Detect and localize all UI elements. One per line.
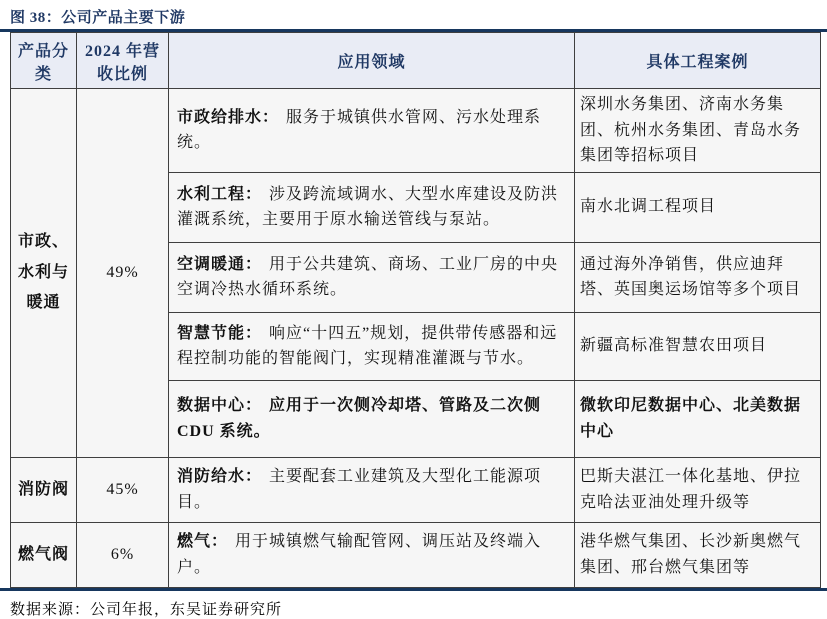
application-cell	[169, 89, 575, 173]
application-cell	[169, 522, 575, 587]
col-header-revenue-share: 2024 年营收比例	[77, 33, 169, 89]
figure-title: 图 38：公司产品主要下游	[10, 10, 186, 26]
application-label: 燃气：	[177, 533, 229, 551]
project-cases-cell: 巴斯夫湛江一体化基地、伊拉克哈法亚油处理升级等	[575, 457, 821, 522]
application-label: 市政给排水：	[177, 108, 280, 126]
revenue-cell-gas-valve: 6%	[77, 522, 169, 587]
col-header-project-cases: 具体工程案例	[575, 33, 821, 89]
table-row	[11, 457, 821, 522]
col-header-product-category: 产品分类	[11, 33, 77, 89]
application-description: 用于城镇燃气输配管网、调压站及终端入户。	[177, 533, 542, 576]
downstream-table	[10, 32, 821, 588]
category-cell-municipal: 市政、水利与暖通	[11, 89, 77, 458]
project-cases-cell: 深圳水务集团、济南水务集团、杭州水务集团、青岛水务集团等招标项目	[575, 89, 821, 173]
application-label: 消防给水：	[177, 468, 263, 486]
application-cell	[169, 242, 575, 312]
project-cases-cell: 新疆高标准智慧农田项目	[575, 312, 821, 380]
table-row	[11, 89, 821, 173]
application-label: 智慧节能：	[177, 324, 263, 342]
application-cell	[169, 312, 575, 380]
revenue-cell-fire-valve: 45%	[77, 457, 169, 522]
application-description: 涉及跨流域调水、大型水库建设及防洪灌溉系统，主要用于原水输送管线与泵站。	[177, 185, 559, 229]
project-cases-cell: 港华燃气集团、长沙新奥燃气集团、邢台燃气集团等	[575, 522, 821, 587]
application-description: 响应“十四五”规划，提供带传感器和远程控制功能的智能阀门，实现精准灌溉与节水。	[177, 324, 558, 368]
application-description: 服务于城镇供水管网、污水处理系统。	[177, 108, 542, 152]
project-cases-cell: 通过海外净销售，供应迪拜塔、英国奥运场馆等多个项目	[575, 242, 821, 312]
application-label: 空调暖通：	[177, 255, 263, 273]
application-label: 数据中心：	[177, 397, 263, 415]
application-cell	[169, 172, 575, 242]
application-label: 水利工程：	[177, 185, 263, 203]
application-cell	[169, 457, 575, 522]
application-description: 应用于一次侧冷却塔、管路及二次侧 CDU 系统。	[177, 397, 542, 440]
category-cell-gas-valve: 燃气阀	[11, 522, 77, 587]
table-header-row	[11, 33, 821, 89]
project-cases-cell: 南水北调工程项目	[575, 172, 821, 242]
application-cell	[169, 380, 575, 457]
table-row	[11, 522, 821, 587]
revenue-cell-municipal: 49%	[77, 89, 169, 458]
application-description: 用于公共建筑、商场、工业厂房的中央空调冷热水循环系统。	[177, 255, 559, 299]
application-description: 主要配套工业建筑及大型化工能源项目。	[177, 468, 542, 511]
source-note: 数据来源：公司年报，东吴证券研究所	[10, 601, 283, 618]
project-cases-cell: 微软印尼数据中心、北美数据中心	[575, 380, 821, 457]
category-cell-fire-valve: 消防阀	[11, 457, 77, 522]
col-header-application-field: 应用领域	[169, 33, 575, 89]
